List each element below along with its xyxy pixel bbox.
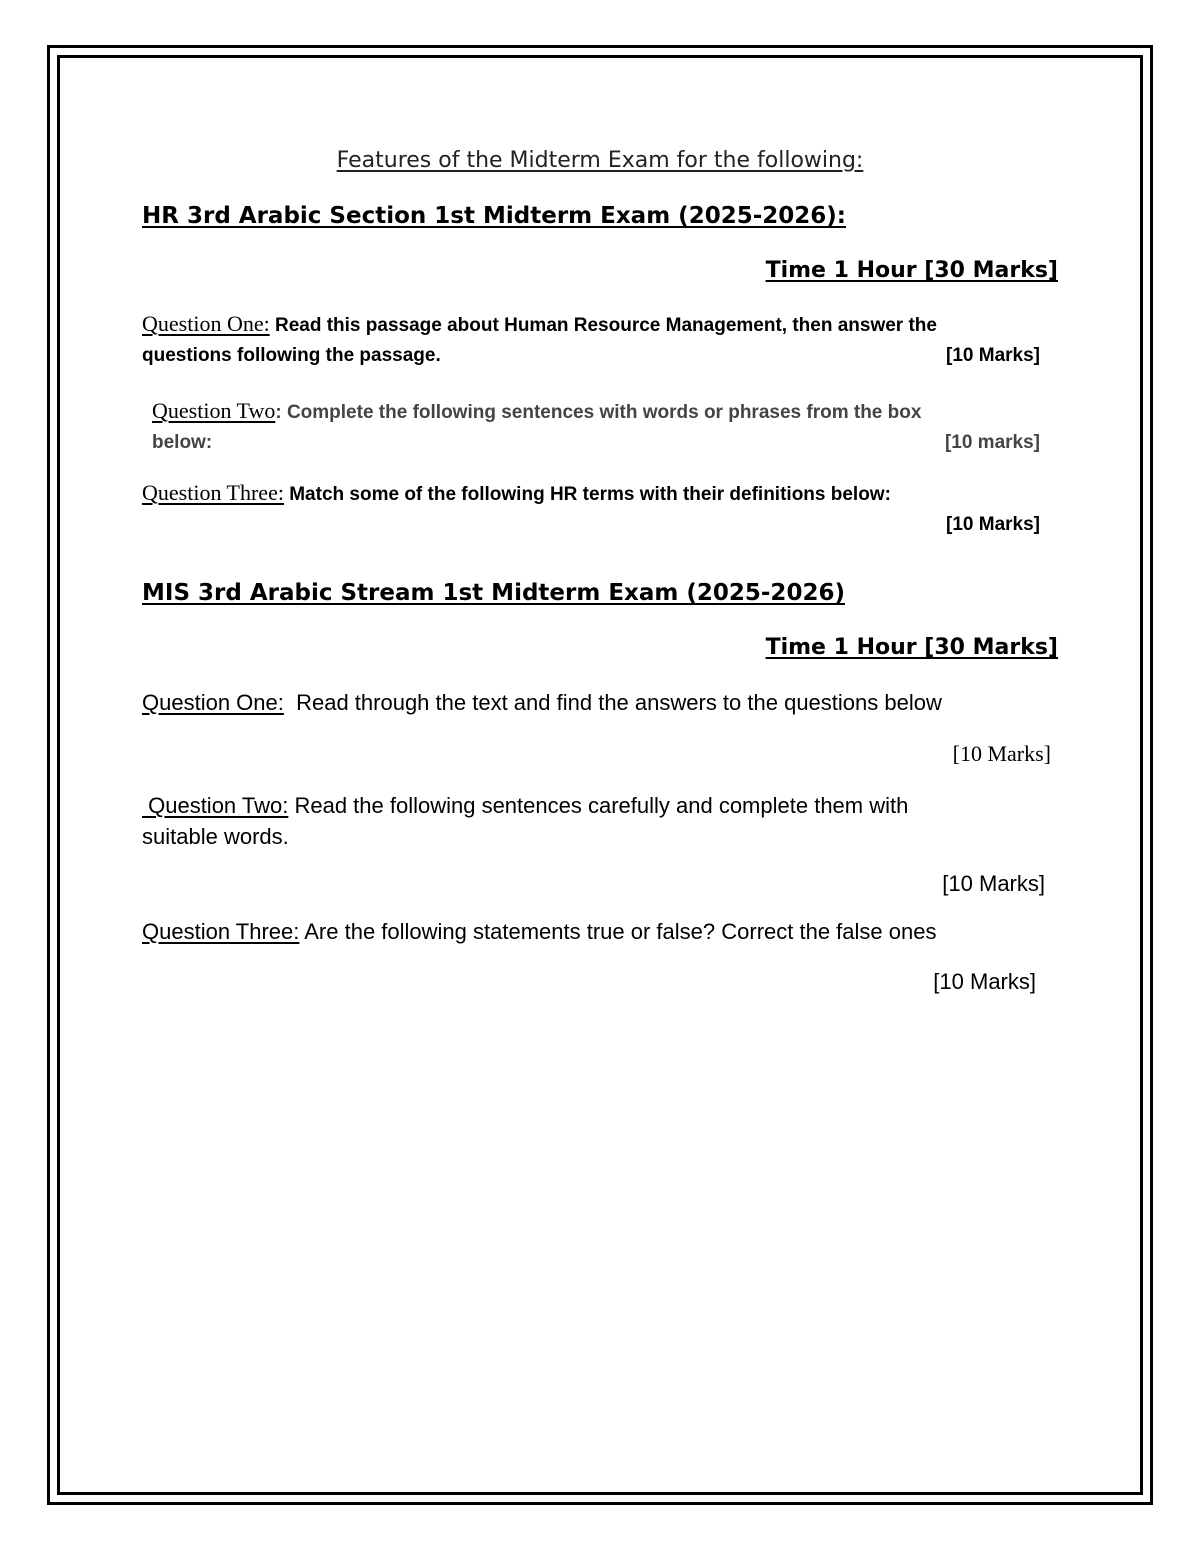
hr-question-one-label: Question One:	[142, 311, 270, 336]
hr-question-one-text-cont: questions following the passage.	[142, 345, 441, 366]
hr-question-one-marks: [10 Marks]	[946, 345, 1040, 366]
mis-time-marks: Time 1 Hour [30 Marks]	[765, 635, 1058, 660]
mis-question-one-marks: [10 Marks]	[952, 741, 1051, 766]
mis-question-two-text-cont: suitable words.	[142, 824, 289, 849]
mis-question-two-label: Question Two:	[142, 793, 289, 818]
hr-question-two-text-cont: below:	[152, 432, 213, 453]
hr-question-two-label: Question Two	[152, 398, 276, 423]
mis-question-two	[142, 795, 908, 817]
mis-section-heading: MIS 3rd Arabic Stream 1st Midterm Exam (2025-2026)	[142, 580, 845, 606]
hr-time-marks: Time 1 Hour [30 Marks]	[765, 258, 1058, 283]
hr-question-three-text: Match some of the following HR terms with their definitions below:	[283, 484, 891, 505]
mis-question-one-text: Read through the text and find the answers to the questions below	[283, 690, 942, 715]
hr-question-two-marks: [10 marks]	[944, 432, 1040, 453]
document-title: Features of the Midterm Exam for the following:	[336, 148, 864, 173]
mis-question-three-text: Are the following statements true or false? Correct the false ones	[299, 919, 937, 944]
mis-question-three-label: Question Three:	[142, 919, 300, 944]
hr-question-three-label: Question Three:	[142, 480, 284, 505]
mis-question-two-text: Read the following sentences carefully and complete them with	[288, 793, 909, 818]
hr-question-three-marks: [10 Marks]	[946, 514, 1040, 535]
mis-question-three	[142, 921, 936, 943]
mis-question-one	[142, 692, 942, 714]
mis-question-two-marks: [10 Marks]	[942, 871, 1045, 896]
hr-question-one-text: Read this passage about Human Resource Management, then answer the	[269, 315, 937, 336]
hr-question-two-text: : Complete the following sentences with words or phrases from the box	[275, 402, 922, 423]
mis-question-three-marks: [10 Marks]	[933, 969, 1036, 994]
hr-question-one	[142, 313, 937, 335]
mis-question-one-label: Question One:	[142, 690, 284, 715]
hr-question-two	[152, 400, 921, 422]
hr-section-heading: HR 3rd Arabic Section 1st Midterm Exam (2025-2026):	[142, 203, 846, 229]
hr-question-three	[142, 482, 891, 504]
